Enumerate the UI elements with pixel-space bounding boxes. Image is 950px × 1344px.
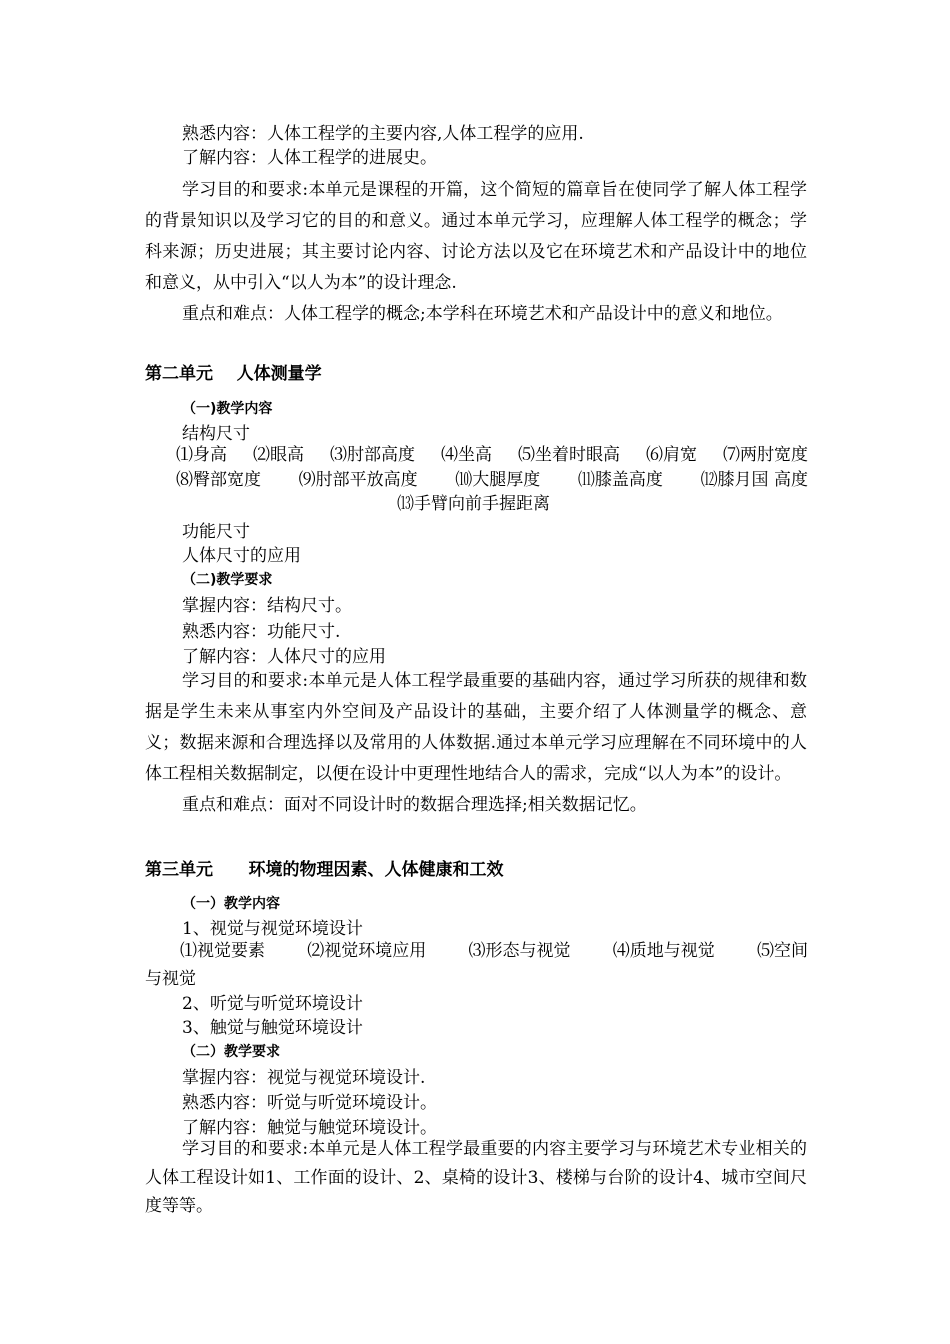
visual-items (180, 939, 808, 964)
visual-item: ⑴视觉要素 (180, 941, 265, 961)
unit2-familiar: 熟悉内容：功能尺寸. (182, 622, 341, 642)
unit3-requirements-heading: （二）教学要求 (182, 1044, 280, 1060)
measurement-line-2 (176, 468, 808, 493)
unit1-paragraphs (145, 175, 807, 330)
visual-items-line (180, 939, 808, 964)
unit3-goals-block (145, 1135, 807, 1221)
visual-item: ⑶形态与视觉 (468, 941, 571, 961)
measurement-item: ⑼肘部平放高度 (298, 469, 418, 490)
unit1-goals: 学习目的和要求:本单元是课程的开篇，这个简短的篇章旨在使同学了解人体工程学的背景知识以及学习它的目的和意义。通过本单元学习，应理解人体工程学的概念；学科来源；历史进展；其主要讨论内容、讨论方法以及它在环境艺术和产品设计中的地位和意义，从中引入“以人为本”的设计理念. (145, 180, 807, 293)
unit2-heading: 第二单元 人体测量学 (145, 364, 322, 384)
unit3-familiar: 熟悉内容：听觉与听觉环境设计。 (182, 1093, 437, 1113)
unit2-key-points: 重点和难点：面对不同设计时的数据合理选择;相关数据记忆。 (182, 795, 647, 815)
unit1-short-lines (145, 122, 807, 170)
measurement-item: ⑹肩宽 (646, 445, 697, 465)
unit3-master: 掌握内容：视觉与视觉环境设计. (182, 1068, 426, 1088)
unit3-content-heading: （一）教学内容 (182, 896, 280, 912)
unit2-functional: 功能尺寸 (182, 522, 250, 542)
measurement-item: ⑸坐着时眼高 (518, 445, 620, 465)
unit1-familiar: 熟悉内容：人体工程学的主要内容,人体工程学的应用. (182, 124, 584, 144)
measurement-line-3 (176, 492, 808, 517)
unit3-auditory: 2、听觉与听觉环境设计 (182, 994, 363, 1014)
measurement-line-1 (176, 443, 808, 468)
measurement-item: ⑷坐高 (441, 445, 492, 465)
unit2-requirements-heading: （二)教学要求 (182, 572, 273, 588)
unit3-understand: 了解内容：触觉与触觉环境设计。 (182, 1118, 437, 1138)
unit3-goals: 学习目的和要求:本单元是人体工程学最重要的内容主要学习与环境艺术专业相关的人体工程设计如1、工作面的设计、2、桌椅的设计3、楼梯与台阶的设计4、城市空间尺度等等。 (145, 1139, 807, 1216)
measurement-item: ⒀手臂向前手握距离 (397, 494, 550, 514)
measurement-item: ⑽大腿厚度 (455, 469, 541, 490)
measurement-item: ⑶肘部高度 (330, 445, 415, 465)
unit3-heading: 第三单元 环境的物理因素、人体健康和工效 (145, 860, 504, 880)
visual-item: ⑵视觉环境应用 (307, 941, 427, 961)
visual-item-tail: 与视觉 (145, 969, 196, 989)
unit2-content-heading: （一)教学内容 (182, 401, 273, 417)
visual-item: ⑸空间 (757, 941, 808, 961)
unit3-visual: 1、视觉与视觉环境设计 (182, 919, 363, 939)
measurement-item: ⑺两肘宽度 (723, 445, 808, 465)
unit2-master: 掌握内容：结构尺寸。 (182, 596, 352, 616)
measurement-item: ⑵眼高 (253, 445, 304, 465)
measurement-item: ⑾膝盖高度 (577, 469, 663, 490)
unit2-paragraphs (145, 666, 807, 821)
measurement-item: ⑴身高 (176, 445, 227, 465)
unit2-structural: 结构尺寸 (182, 424, 250, 444)
unit2-understand: 了解内容：人体尺寸的应用 (182, 647, 386, 667)
visual-item: ⑷质地与视觉 (612, 941, 715, 961)
measurement-item: ⑻臀部宽度 (176, 469, 261, 490)
unit1-key-points: 重点和难点：人体工程学的概念;本学科在环境艺术和产品设计中的意义和地位。 (182, 304, 783, 324)
unit1-understand: 了解内容：人体工程学的进展史。 (182, 148, 437, 168)
unit2-application: 人体尺寸的应用 (182, 546, 301, 566)
unit2-goals: 学习目的和要求:本单元是人体工程学最重要的基础内容，通过学习所获的规律和数据是学生未来从事室内外空间及产品设计的基础，主要介绍了人体测量学的概念、意义；数据来源和合理选择以及常用的人体数据.通过本单元学习应理解在不同环境中的人体工程相关数据制定，以便在设计中更理性地结合人的需求，完成“以人为本”的设计。 (145, 671, 807, 784)
unit3-tactile: 3、触觉与触觉环境设计 (182, 1018, 363, 1038)
measurement-list (176, 443, 808, 517)
measurement-item: ⑿膝月国 高度 (700, 469, 808, 490)
